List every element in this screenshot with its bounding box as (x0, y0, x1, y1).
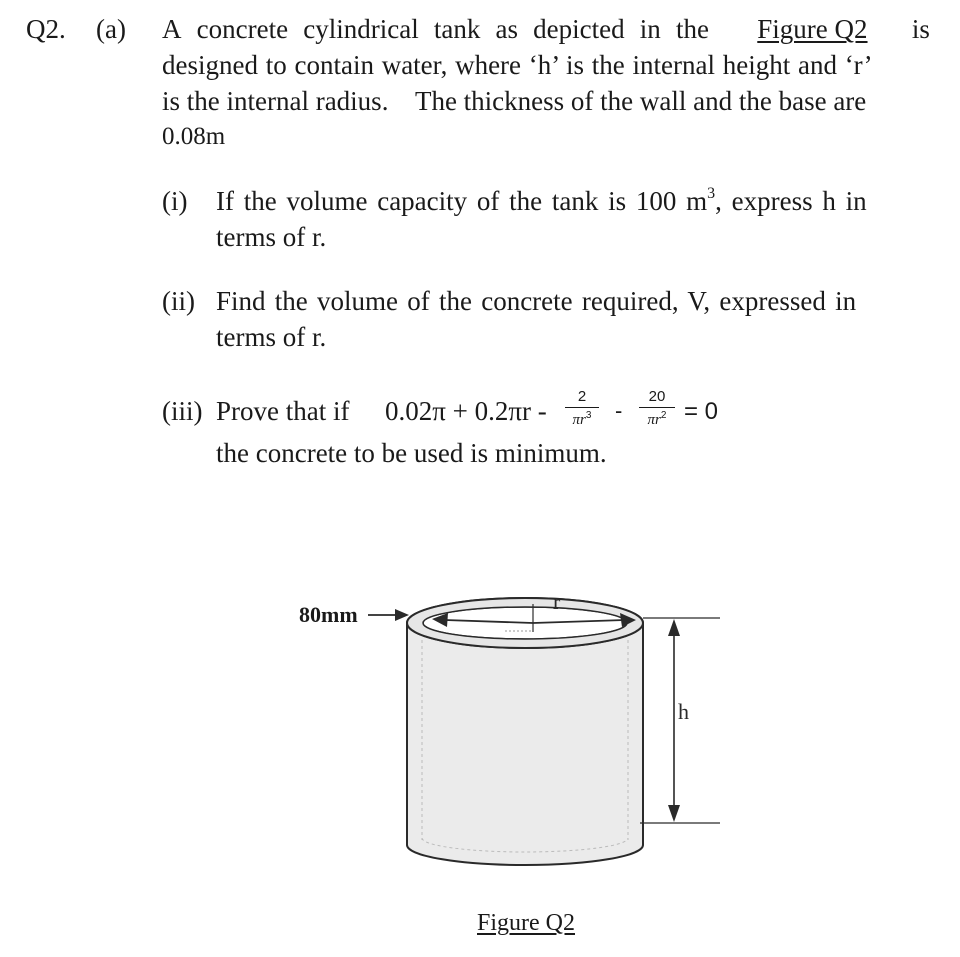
denominator-base: πr (572, 412, 586, 428)
part-i-line-2: terms of r. (216, 222, 327, 252)
part-iii-line-2: the concrete to be used is minimum. (216, 438, 607, 468)
part-i-text: If the volume capacity of the tank is 100 m (216, 186, 708, 216)
question-part: (a) (96, 14, 126, 44)
cylindrical-tank-figure (280, 575, 750, 915)
part-i-label: (i) (162, 186, 188, 216)
fraction-denominator (565, 408, 599, 429)
denominator-power: 3 (585, 410, 592, 421)
part-iii-equals-zero: = 0 (684, 398, 719, 425)
part-iii-minus: - (615, 398, 623, 423)
thickness-arrowhead (395, 609, 409, 621)
denominator-base: πr (647, 412, 661, 428)
intro-word: as (495, 14, 519, 44)
part-i-superscript: 3 (707, 185, 716, 202)
part-ii-label: (ii) (162, 286, 195, 316)
intro-word: in (639, 14, 661, 44)
fraction-numerator: 20 (648, 388, 666, 405)
radius-label: r (553, 589, 561, 614)
part-iii-expression: 0.02π + 0.2πr - (385, 396, 547, 426)
intro-word: A (162, 14, 182, 44)
part-ii-line-1: Find the volume of the concrete required, V, expressed in (216, 286, 857, 316)
intro-word: the (675, 14, 709, 44)
fraction-2-over-pi-r-cubed (565, 388, 599, 429)
part-i-line-1 (216, 185, 867, 216)
part-iii-label: (iii) (162, 396, 203, 426)
intro-word: is (911, 14, 930, 44)
figure-caption: Figure Q2 (477, 910, 575, 936)
intro-line-4: 0.08m (162, 123, 226, 150)
tank-body (407, 623, 643, 865)
intro-line-3: is the internal radius. The thickness of the wall and the base are (162, 86, 867, 116)
denominator-power: 2 (660, 410, 667, 421)
height-label: h (678, 699, 689, 724)
height-arrowhead-top (668, 619, 680, 636)
part-i-text-end: , express h in (715, 186, 867, 216)
intro-line-2: designed to contain water, where ‘h’ is the internal height and ‘r’ (162, 50, 873, 80)
intro-word: tank (433, 14, 481, 44)
fraction-numerator: 2 (577, 388, 587, 405)
intro-word: cylindrical (303, 14, 419, 44)
fraction-20-over-pi-r-squared (639, 388, 675, 429)
intro-line-1 (162, 16, 930, 43)
thickness-label: 80mm (299, 602, 358, 627)
intro-word: concrete (196, 14, 289, 44)
height-arrowhead-bottom (668, 805, 680, 822)
figure-reference-link[interactable]: Figure Q2 (757, 14, 868, 44)
intro-word: depicted (533, 14, 625, 44)
question-number: Q2. (26, 14, 66, 44)
fraction-denominator (639, 408, 675, 429)
part-iii-prefix: Prove that if (216, 396, 350, 426)
part-ii-line-2: terms of r. (216, 322, 327, 352)
